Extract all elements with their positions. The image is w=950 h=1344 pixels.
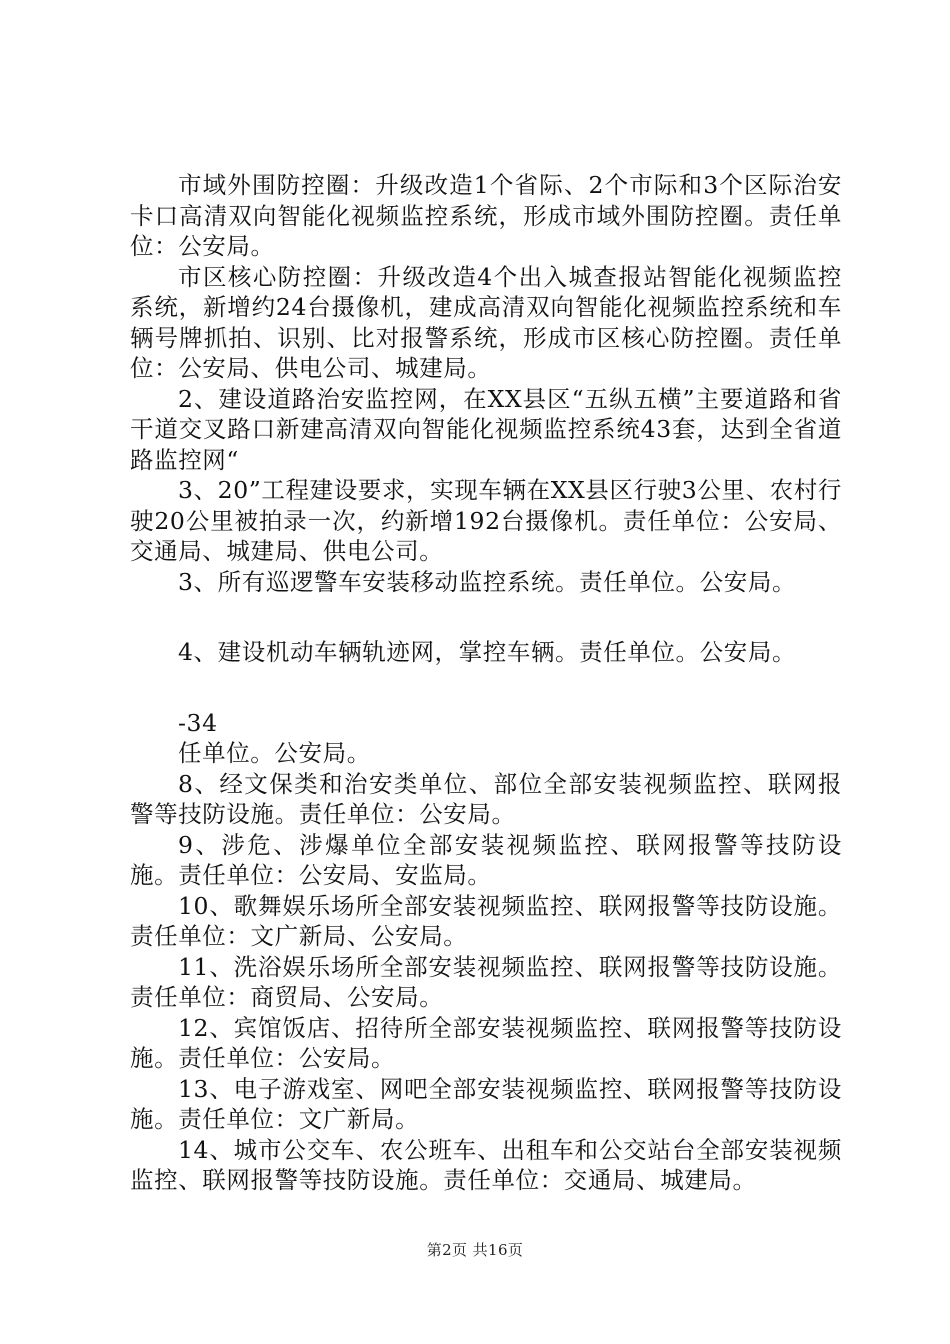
paragraph-item-13: 13、电子游戏室、网吧全部安装视频监控、联网报警等技防设施。责任单位：文广新局。 (130, 1074, 842, 1133)
paragraph-vehicle-track: 4、建设机动车辆轨迹网，掌控车辆。责任单位。公安局。 (178, 638, 797, 666)
paragraph-item-10: 10、歌舞娱乐场所全部安装视频监控、联网报警等技防设施。责任单位：文广新局、公安局。 (130, 891, 842, 950)
paragraph-item-14: 14、城市公交车、农公班车、出租车和公交站台全部安装视频监控、联网报警等技防设施。责任单位：交通局、城建局。 (130, 1135, 842, 1194)
page-reference: -34 (178, 708, 218, 737)
paragraph-item-8: 8、经文保类和治安类单位、部位全部安装视频监控、联网报警等技防设施。责任单位：公安局。 (130, 769, 842, 828)
paragraph-road-network: 2、建设道路治安监控网，在XX县区“五纵五横”主要道路和省干道交叉路口新建高清双向智能化视频监控系统43套，达到全省道路监控网“ (130, 384, 842, 474)
paragraph-gap (130, 597, 842, 637)
paragraph-item-12: 12、宾馆饭店、招待所全部安装视频监控、联网报警等技防设施。责任单位：公安局。 (130, 1013, 842, 1072)
page-footer: 第2页 共16页 (426, 1241, 524, 1259)
paragraph-patrol-cars: 3、所有巡逻警车安装移动监控系统。责任单位。公安局。 (178, 567, 797, 596)
paragraph-item-11: 11、洗浴娱乐场所全部安装视频监控、联网报警等技防设施。责任单位：商贸局、公安局。 (130, 952, 842, 1011)
document-body (130, 170, 842, 1196)
paragraph-outer-ring: 市域外围防控圈：升级改造1个省际、2个市际和3个区际治安卡口高清双向智能化视频监控系统，形成市域外围防控圈。责任单位：公安局。 (130, 171, 842, 260)
paragraph-project-requirements: 3、20”工程建设要求，实现车辆在XX县区行驶3公里、农村行驶20公里被拍录一次，约新增192台摄像机。责任单位：公安局、交通局、城建局、供电公司。 (130, 476, 842, 565)
paragraph-core-ring: 市区核心防控圈：升级改造4个出入城查报站智能化视频监控系统，新增约24台摄像机，建成高清双向智能化视频监控系统和车辆号牌抓拍、识别、比对报警系统，形成市区核心防控圈。责任单位：公安局、供电公司、城建局。 (130, 262, 842, 382)
paragraph-responsibility-fragment: 任单位。公安局。 (178, 739, 371, 767)
paragraph-item-9: 9、涉危、涉爆单位全部安装视频监控、联网报警等技防设施。责任单位：公安局、安监局。 (130, 830, 842, 889)
paragraph-gap (130, 668, 842, 708)
